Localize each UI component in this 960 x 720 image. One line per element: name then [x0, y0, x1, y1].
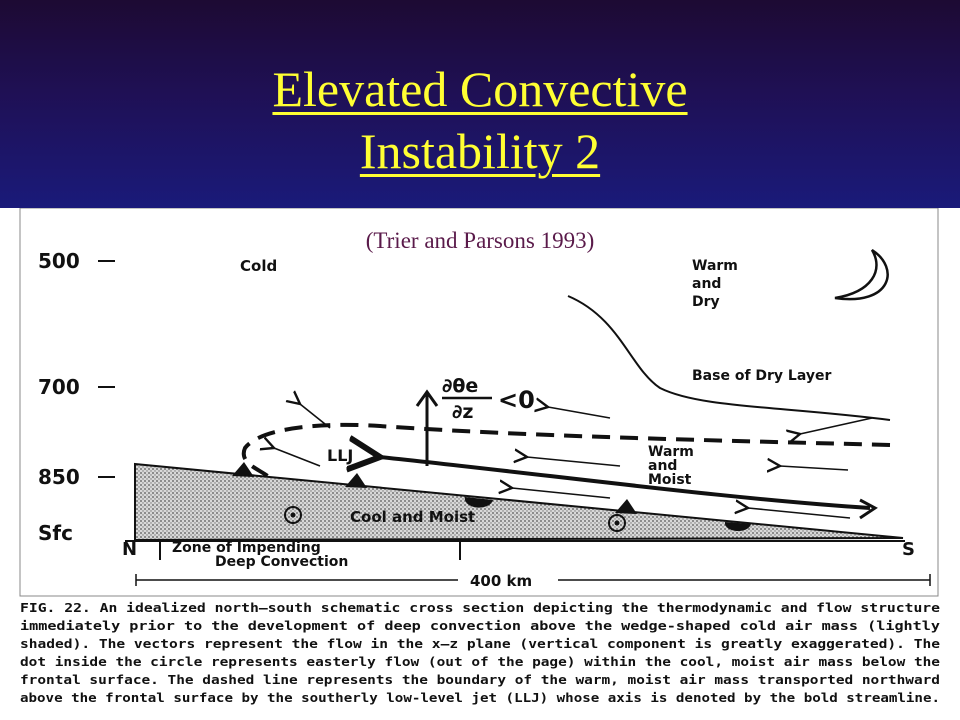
gradient-numerator: ∂θe [442, 375, 479, 397]
label-cold: Cold [240, 257, 278, 275]
slide-title [0, 58, 960, 182]
figure-caption [20, 600, 941, 705]
label-south: S [902, 539, 915, 560]
level-700: 700 [38, 375, 80, 399]
level-sfc: Sfc [38, 521, 73, 545]
label-warm-dry-3: Dry [692, 294, 720, 310]
title-line-1: Elevated Convective [272, 61, 688, 117]
label-zone-2: Deep Convection [215, 554, 349, 570]
base-of-dry-layer-line [568, 296, 890, 420]
level-500: 500 [38, 249, 80, 273]
caption-line-3: shaded). The vectors represent the flow in the x–z plane (vertical component is greatly exaggerated). The [20, 636, 940, 651]
label-cool-moist: Cool and Moist [350, 508, 476, 526]
label-warm-moist-1: Warm [648, 444, 694, 460]
gradient-denominator: ∂z [452, 401, 474, 423]
label-warm-moist-3: Moist [648, 472, 692, 488]
label-warm-dry-1: Warm [692, 258, 738, 274]
label-north: N [122, 539, 138, 560]
label-warm-moist-2: and [648, 458, 678, 474]
label-base-dry-layer: Base of Dry Layer [692, 368, 832, 384]
caption-line-1: FIG. 22. An idealized north–south schematic cross section depicting the thermodynamic and flow structure [20, 600, 940, 615]
title-line-2: Instability 2 [359, 123, 601, 179]
caption-line-4: dot inside the circle represents easterly flow (out of the page) within the cool, moist air mass below the [20, 654, 940, 669]
slide-header [0, 0, 960, 208]
caption-line-6: above the frontal surface by the southerly low-level jet (LLJ) whose axis is denoted by the bold streamline. [20, 690, 940, 705]
moon-icon [835, 250, 888, 299]
label-llj: LLJ [327, 446, 354, 465]
level-850: 850 [38, 465, 80, 489]
citation: (Trier and Parsons 1993) [365, 228, 595, 253]
label-warm-dry-2: and [692, 276, 722, 292]
cross-section-diagram [0, 208, 960, 720]
gradient-relation: <0 [498, 386, 535, 414]
caption-line-5: frontal surface. The dashed line represents the boundary of the warm, moist air mass transported northward [20, 672, 940, 687]
caption-line-2: immediately prior to the development of deep convection above the wedge-shaped cold air mass (lightly [20, 618, 941, 633]
label-zone-1: Zone of Impending [172, 540, 321, 556]
label-scale: 400 km [470, 572, 533, 590]
